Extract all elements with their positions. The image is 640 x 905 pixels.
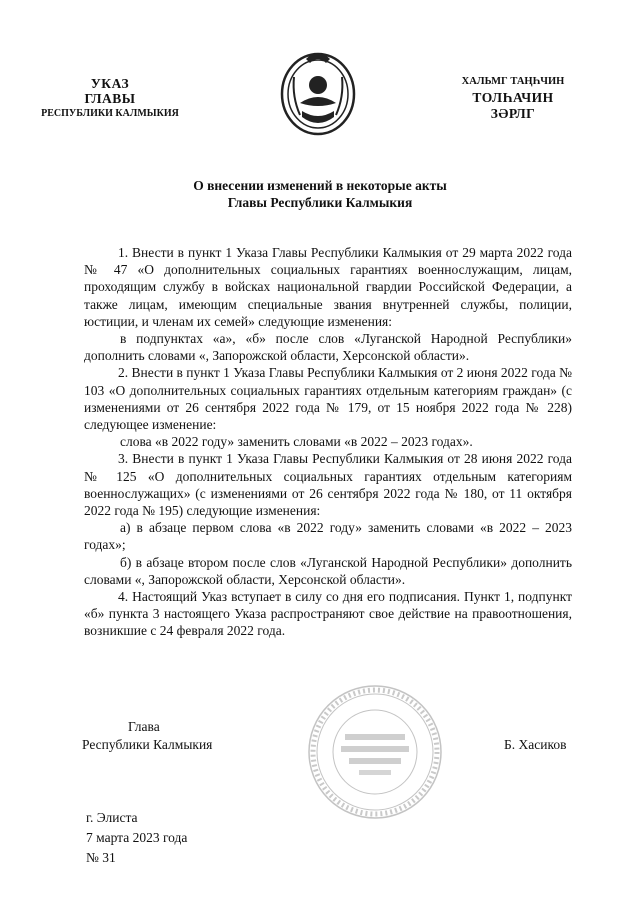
paragraph-2: 2. Внести в пункт 1 Указа Главы Республики Калмыкия от 2 июня 2022 года № 103 «О дополнительных социальных гарантиях отдельным категориям граждан» (с изменениями от 26 сентября 2022 года № 179, от 15 ноября 2022 года № 228) следующее изменение: xyxy=(84,365,572,433)
header-right-line2: ТОЛҺАЧИН xyxy=(472,90,554,105)
header-left xyxy=(30,76,190,121)
paragraph-3-sub-a: а) в абзаце первом слова «в 2022 году» заменить словами «в 2022 – 2023 годах»; xyxy=(84,520,572,553)
paragraph-4: 4. Настоящий Указ вступает в силу со дня его подписания. Пункт 1, подпункт «б» пункта 3 настоящего Указа распространяют свое действие на правоотношения, возникшие с 24 февраля 2022 года. xyxy=(84,589,572,639)
document-footer xyxy=(86,808,187,868)
paragraph-1: 1. Внести в пункт 1 Указа Главы Республики Калмыкия от 29 марта 2022 года № 47 «О дополнительных социальных гарантиях военнослужащим, лицам, проходящим службу в войсках национальной гвардии Российской Федерации, а также лицам, имеющим специальные звания внутренней службы, полиции, юстиции, и членам их семей» следующие изменения: xyxy=(84,245,572,329)
footer-number: № 31 xyxy=(86,850,116,865)
paragraph-3: 3. Внести в пункт 1 Указа Главы Республики Калмыкия от 28 июня 2022 года № 125 «О дополнительных социальных гарантиях отдельным категориям военнослужащих» (с изменениями от 26 сентября 2022 года № 180, от 11 октября 2022 года № 195) следующие изменения: xyxy=(84,451,572,519)
document-title xyxy=(100,177,540,211)
paragraph-2-sub: слова «в 2022 году» заменить словами «в 2022 – 2023 годах». xyxy=(120,434,473,450)
paragraph-1-sub: в подпунктах «а», «б» после слов «Луганской Народной Республики» дополнить словами «, Запорожской области, Херсонской области». xyxy=(84,331,572,364)
signatory-position-line2: Республики Калмыкия xyxy=(82,737,213,752)
signatory-position xyxy=(82,718,242,754)
document-body xyxy=(84,244,572,640)
signatory-position-line1: Глава xyxy=(128,719,160,734)
header-left-line2: ГЛАВЫ xyxy=(84,91,136,106)
paragraph-3-sub-b: б) в абзаце втором после слов «Луганской Народной Республики» дополнить словами «, Запорожской области, Херсонской области». xyxy=(84,554,572,587)
footer-date: 7 марта 2023 года xyxy=(86,830,188,845)
header-left-line3: РЕСПУБЛИКИ КАЛМЫКИЯ xyxy=(41,108,179,119)
title-line1: О внесении изменений в некоторые акты xyxy=(193,178,447,193)
header-left-line1: УКАЗ xyxy=(90,76,130,91)
header-right xyxy=(438,74,588,122)
header-right-line1: ХАЛЬМГ ТАҢҺЧИН xyxy=(461,76,565,87)
signatory-name: Б. Хасиков xyxy=(504,737,567,752)
coat-of-arms-emblem xyxy=(278,47,358,139)
title-line2: Главы Республики Калмыкия xyxy=(227,195,413,210)
footer-city: г. Элиста xyxy=(86,810,138,825)
official-seal-stamp xyxy=(305,682,445,822)
header-right-line3: ЗӘРЛГ xyxy=(490,106,536,121)
